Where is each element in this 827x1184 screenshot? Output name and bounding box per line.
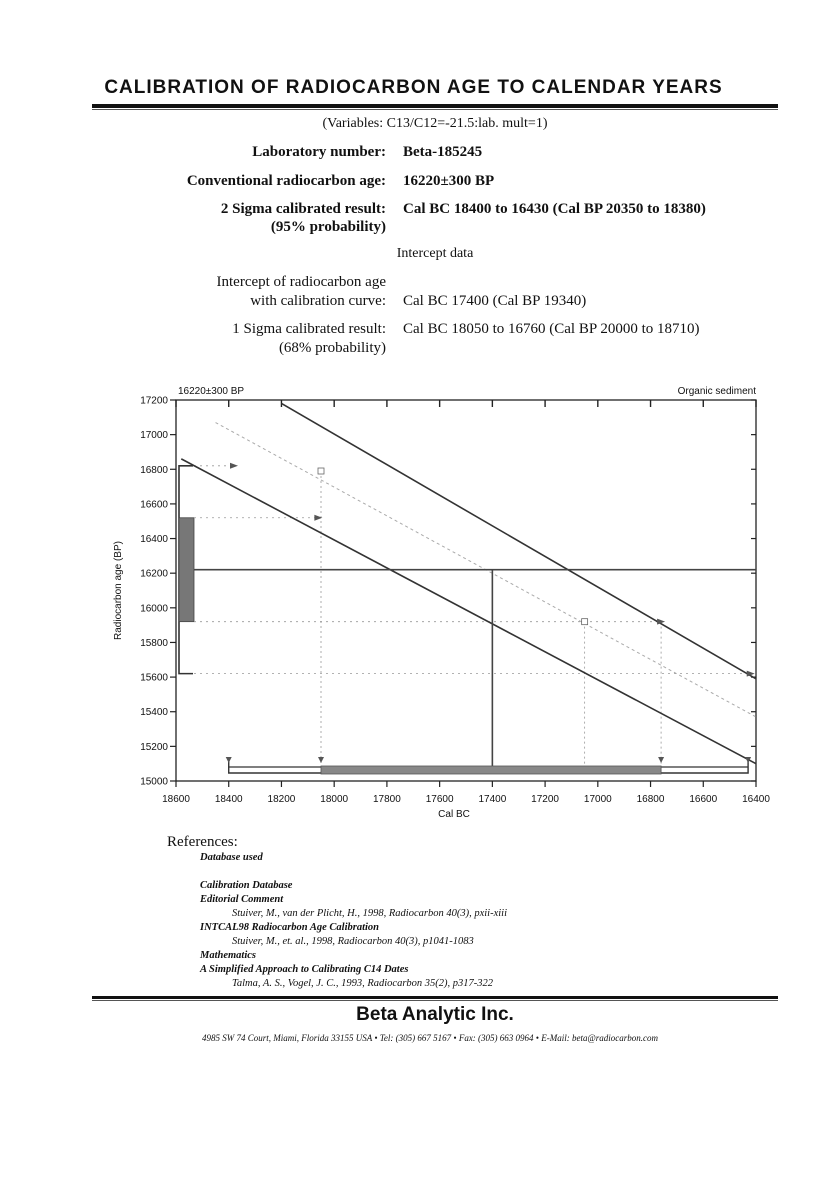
y-tick-label: 16000: [140, 603, 168, 615]
intercept-heading: Intercept data: [396, 246, 474, 261]
report-title: CALIBRATION OF RADIOCARBON AGE TO CALENDAR YEARS: [104, 77, 723, 98]
x-tick-label: 18400: [214, 794, 243, 805]
intercept-label-line2: with calibration curve:: [250, 293, 386, 309]
company-address: 4985 SW 74 Court, Miami, Florida 33155 USA • Tel: (305) 667 5167 • Fax: (305) 663 0964 • E-Mail: beta@radiocarbon.com: [202, 1033, 658, 1043]
conv-age-value: 16220±300 BP: [403, 173, 495, 189]
x-tick-label: 18600: [162, 794, 190, 805]
cal-1sigma-end-marker: [658, 757, 664, 763]
y-axis-title: Radiocarbon age (BP): [113, 541, 124, 640]
one-sigma-probability: (68% probability): [278, 340, 386, 356]
variables-line: (Variables: C13/C12=-21.5:lab. mult=1): [322, 116, 548, 131]
calibration-curve-lower: [181, 459, 756, 764]
x-tick-label: 17800: [373, 794, 401, 805]
y-tick-label: 16200: [140, 568, 168, 580]
lab-number-label: Laboratory number:: [252, 144, 386, 160]
intercept-label-line1: Intercept of radiocarbon age: [216, 274, 386, 290]
x-tick-label: 18200: [267, 794, 296, 805]
y-tick-label: 17000: [140, 430, 168, 442]
cal-1sigma-start-marker: [318, 757, 324, 763]
conv-age-label: Conventional radiocarbon age:: [186, 173, 386, 189]
x-tick-label: 17600: [425, 794, 454, 805]
y-tick-label: 17200: [140, 395, 168, 407]
ref-approach-citation: Talma, A. S., Vogel, J. C., 1993, Radiocarbon 35(2), p317-322: [232, 978, 494, 989]
y-tick-label: 16800: [140, 464, 168, 476]
x-tick-label: 17000: [583, 794, 612, 805]
y-tick-label: 15400: [140, 707, 168, 719]
chart-title: 16220±300 BP: [178, 386, 245, 397]
x-tick-label: 18000: [320, 794, 349, 805]
age-1sigma-band: [179, 518, 194, 622]
y-tick-label: 15800: [140, 637, 168, 649]
ref-simplified-approach: A Simplified Approach to Calibrating C14 Dates: [200, 964, 409, 975]
references-block: [167, 834, 238, 851]
flag-1sigma-upper: [314, 515, 322, 521]
y-tick-label: 15000: [140, 776, 168, 788]
lab-number-value: Beta-185245: [403, 144, 483, 160]
footer-rule: [92, 996, 778, 999]
ref-editorial-comment: Editorial Comment: [200, 894, 284, 905]
marker-lower-1sigma: [582, 619, 588, 625]
cal-2sigma-start-marker: [226, 757, 232, 763]
one-sigma-label: 1 Sigma calibrated result:: [232, 321, 386, 337]
company-name: Beta Analytic Inc.: [356, 1004, 514, 1025]
plot-frame: [176, 400, 756, 781]
two-sigma-probability: (95% probability): [270, 219, 386, 235]
x-tick-label: 16800: [636, 794, 665, 805]
x-axis-title: Cal BC: [438, 809, 470, 820]
marker-upper-1sigma: [318, 468, 324, 474]
x-tick-label: 16400: [742, 794, 770, 805]
ref-mathematics: Mathematics: [200, 950, 257, 961]
references-heading: References:: [167, 834, 238, 850]
ref-intcal98: INTCAL98 Radiocarbon Age Calibration: [200, 922, 380, 933]
one-sigma-value: Cal BC 18050 to 16760 (Cal BP 20000 to 18710): [403, 321, 700, 337]
footer-rule-thin: [92, 1000, 778, 1001]
two-sigma-value: Cal BC 18400 to 16430 (Cal BP 20350 to 18380): [403, 201, 706, 217]
cal-1sigma-band: [321, 766, 661, 774]
ref-database-used: Database used: [200, 852, 263, 863]
y-tick-label: 16400: [140, 534, 168, 546]
x-tick-label: 17400: [478, 794, 507, 805]
ref-editorial-citation: Stuiver, M., van der Plicht, H., 1998, Radiocarbon 40(3), pxii-xiii: [232, 908, 507, 919]
ref-calibration-database: Calibration Database: [200, 880, 293, 891]
ref-intcal98-citation: Stuiver, M., et. al., 1998, Radiocarbon 40(3), p1041-1083: [232, 936, 474, 947]
x-tick-label: 17200: [531, 794, 559, 805]
x-tick-label: 16600: [689, 794, 718, 805]
intercept-value: Cal BC 17400 (Cal BP 19340): [403, 293, 587, 309]
y-tick-label: 15600: [140, 672, 168, 684]
y-tick-label: 16600: [140, 499, 168, 511]
y-tick-label: 15200: [140, 741, 168, 753]
chart-annotation: Organic sediment: [677, 386, 756, 397]
two-sigma-label: 2 Sigma calibrated result:: [220, 201, 386, 217]
flag-2sigma-upper: [230, 463, 238, 469]
